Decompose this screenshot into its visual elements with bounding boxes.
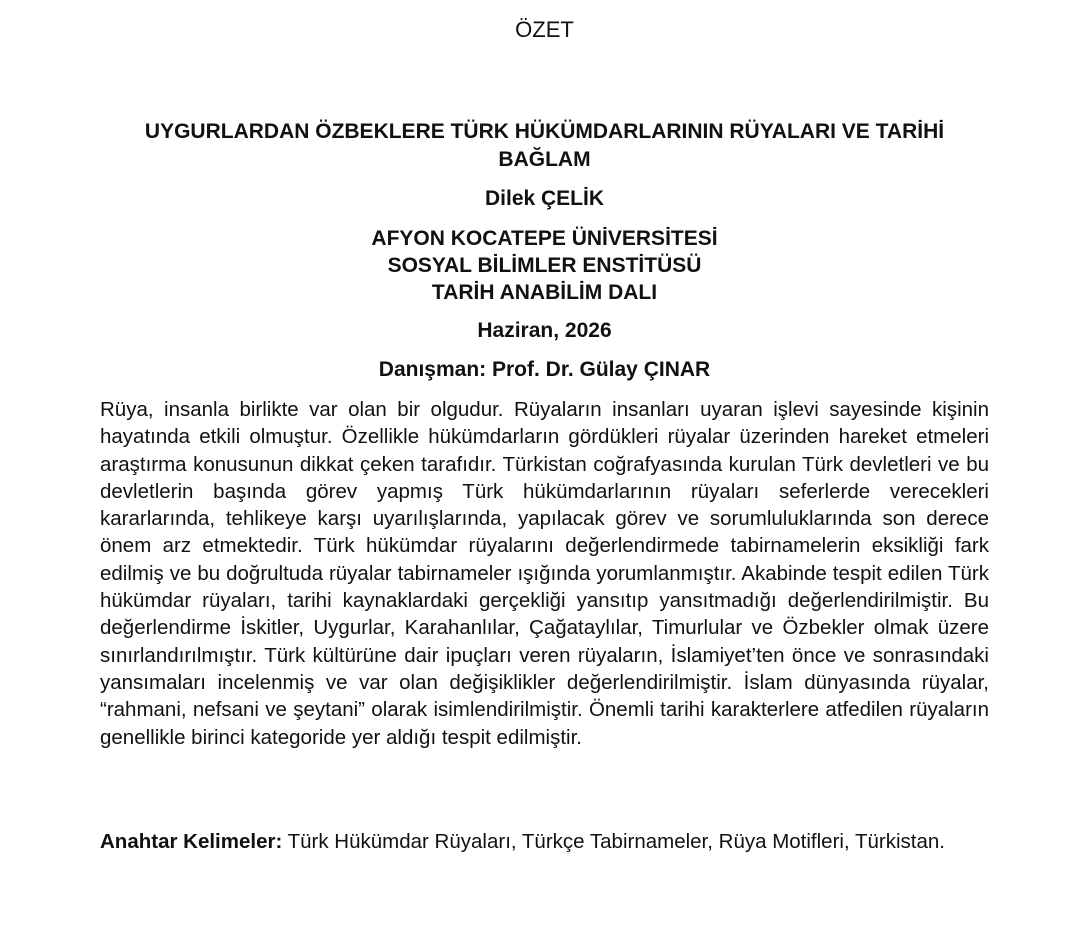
institution-block	[100, 225, 989, 306]
date-line: Haziran, 2026	[477, 319, 612, 342]
keywords-text: Türk Hükümdar Rüyaları, Türkçe Tabirnameler, Rüya Motifleri, Türkistan.	[282, 830, 945, 853]
abstract-paragraph: Rüya, insanla birlikte var olan bir olgudur. Rüyaların insanları uyaran işlevi sayesinde kişinin hayatında etkili olmuştur. Özellikle hükümdarların gördükleri rüyalar üzerinden hareket etmeleri araştırma konusunun dikkat çeken tarafıdır. Türkistan coğrafyasında kurulan Türk devletleri ve bu devletlerin başında görev yapmış Türk hükümdarlarının rüyaları seferlerde verecekleri kararlarında, tehlikeye karşı uyarılışlarında, yapılacak görev ve sorumluluklarında son derece önem arz etmektedir. Türk hükümdar rüyalarını değerlendirmede tabirnamelerin eksikliği fark edilmiş ve bu doğrultuda rüyalar tabirnameler ışığında yorumlanmıştır. Akabinde tespit edilen Türk hükümdar rüyaları, tarihi kaynaklardaki gerçekliği yansıtıp yansıtmadığı değerlendirilmiştir. Bu değerlendirme İskitler, Uygurlar, Karahanlılar, Çağataylılar, Timurlular ve Özbekler olmak üzere sınırlandırılmıştır. Türk kültürüne dair ipuçları veren rüyaların, İslamiyet’ten önce ve sonrasındaki yansımaları incelenmiş ve var olan değişiklikler değerlendirilmiştir. İslam dünyasında rüyalar, “rahmani, nefsani ve şeytani” olarak isimlendirilmiştir. Önemli tarihi karakterlere atfedilen rüyaların genellikle birinci kategoride yer aldığı tespit edilmiştir.	[100, 398, 989, 749]
advisor-line: Danışman: Prof. Dr. Gülay ÇINAR	[378, 358, 711, 381]
keywords-paragraph	[100, 828, 989, 855]
section-heading: ÖZET	[515, 17, 574, 42]
department-name: TARİH ANABİLİM DALI	[431, 281, 658, 304]
author-name: Dilek ÇELİK	[484, 187, 605, 210]
institute-name: SOSYAL BİLİMLER ENSTİTÜSÜ	[387, 254, 702, 277]
thesis-title: UYGURLARDAN ÖZBEKLERE TÜRK HÜKÜMDARLARININ RÜYALARI VE TARİHİ BAĞLAM	[144, 120, 945, 171]
university-name: AFYON KOCATEPE ÜNİVERSİTESİ	[371, 227, 718, 250]
keywords-label: Anahtar Kelimeler:	[100, 830, 283, 853]
